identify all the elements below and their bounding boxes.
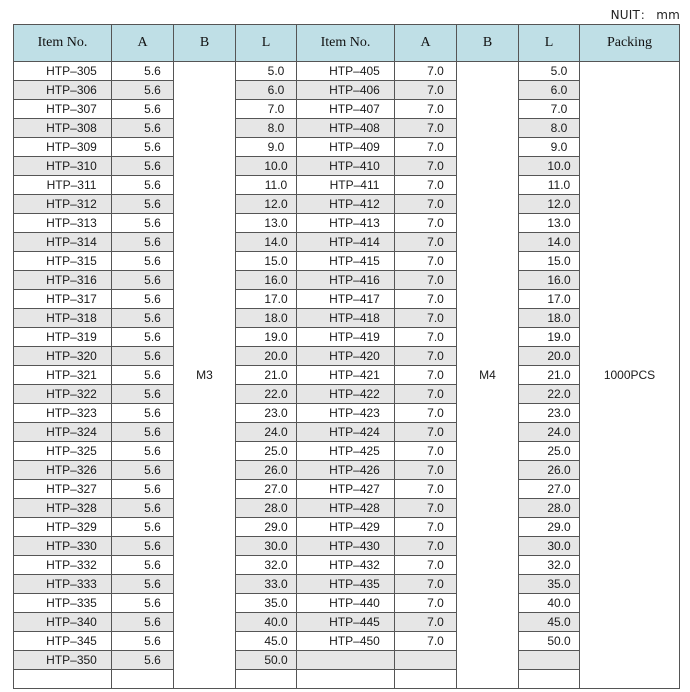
item-no-cell: HTP–350 (14, 651, 112, 670)
a-cell: 5.6 (112, 81, 174, 100)
item-no-cell: HTP–445 (297, 613, 395, 632)
a-cell: 5.6 (112, 651, 174, 670)
item-no-cell: HTP–411 (297, 176, 395, 195)
header-a: A (112, 25, 174, 62)
a-cell: 5.6 (112, 575, 174, 594)
a-cell: 7.0 (395, 119, 457, 138)
a-cell: 5.6 (112, 423, 174, 442)
item-no-cell: HTP–427 (297, 480, 395, 499)
item-no-cell: HTP–335 (14, 594, 112, 613)
l-cell: 9.0 (519, 138, 580, 157)
item-no-cell: HTP–413 (297, 214, 395, 233)
l-cell: 24.0 (519, 423, 580, 442)
l-cell: 14.0 (519, 233, 580, 252)
item-no-cell: HTP–328 (14, 499, 112, 518)
a-cell: 7.0 (395, 290, 457, 309)
item-no-cell: HTP–320 (14, 347, 112, 366)
l-cell: 19.0 (519, 328, 580, 347)
l-cell (519, 651, 580, 670)
item-no-cell: HTP–405 (297, 62, 395, 81)
item-no-cell: HTP–316 (14, 271, 112, 290)
a-cell: 7.0 (395, 328, 457, 347)
item-no-cell: HTP–450 (297, 632, 395, 651)
header-row (14, 25, 680, 62)
packing-cell: 1000PCS (580, 62, 680, 689)
item-no-cell: HTP–414 (297, 233, 395, 252)
item-no-cell: HTP–332 (14, 556, 112, 575)
a-cell: 7.0 (395, 62, 457, 81)
a-cell: 7.0 (395, 594, 457, 613)
item-no-cell: HTP–426 (297, 461, 395, 480)
item-no-cell: HTP–306 (14, 81, 112, 100)
header-packing: Packing (580, 25, 680, 62)
a-cell: 5.6 (112, 537, 174, 556)
a-cell: 5.6 (112, 271, 174, 290)
a-cell: 7.0 (395, 423, 457, 442)
a-cell (395, 670, 457, 689)
item-no-cell: HTP–309 (14, 138, 112, 157)
item-no-cell: HTP–415 (297, 252, 395, 271)
a-cell: 7.0 (395, 575, 457, 594)
l-cell: 9.0 (236, 138, 297, 157)
a-cell (395, 651, 457, 670)
l-cell: 45.0 (519, 613, 580, 632)
a-cell: 5.6 (112, 347, 174, 366)
l-cell: 12.0 (236, 195, 297, 214)
item-no-cell: HTP–428 (297, 499, 395, 518)
item-no-cell: HTP–424 (297, 423, 395, 442)
a-cell: 5.6 (112, 195, 174, 214)
l-cell: 25.0 (236, 442, 297, 461)
a-cell: 5.6 (112, 62, 174, 81)
a-cell: 5.6 (112, 518, 174, 537)
l-cell: 35.0 (519, 575, 580, 594)
item-no-cell: HTP–326 (14, 461, 112, 480)
l-cell: 23.0 (519, 404, 580, 423)
item-no-cell (14, 670, 112, 689)
header-b-2: B (457, 25, 519, 62)
item-no-cell: HTP–312 (14, 195, 112, 214)
item-no-cell: HTP–409 (297, 138, 395, 157)
l-cell: 50.0 (236, 651, 297, 670)
a-cell: 7.0 (395, 157, 457, 176)
l-cell: 50.0 (519, 632, 580, 651)
a-cell: 7.0 (395, 100, 457, 119)
table-row (14, 62, 680, 81)
l-cell: 6.0 (519, 81, 580, 100)
a-cell: 5.6 (112, 461, 174, 480)
l-cell: 20.0 (236, 347, 297, 366)
item-no-cell: HTP–333 (14, 575, 112, 594)
a-cell: 7.0 (395, 195, 457, 214)
a-cell: 7.0 (395, 632, 457, 651)
l-cell: 22.0 (236, 385, 297, 404)
a-cell: 5.6 (112, 556, 174, 575)
item-no-cell: HTP–423 (297, 404, 395, 423)
a-cell: 7.0 (395, 537, 457, 556)
l-cell: 11.0 (236, 176, 297, 195)
l-cell: 15.0 (236, 252, 297, 271)
l-cell: 19.0 (236, 328, 297, 347)
header-a-2: A (395, 25, 457, 62)
a-cell: 7.0 (395, 81, 457, 100)
item-no-cell: HTP–321 (14, 366, 112, 385)
a-cell (112, 670, 174, 689)
a-cell: 7.0 (395, 252, 457, 271)
item-no-cell: HTP–412 (297, 195, 395, 214)
a-cell: 5.6 (112, 480, 174, 499)
l-cell: 35.0 (236, 594, 297, 613)
l-cell: 23.0 (236, 404, 297, 423)
item-no-cell: HTP–407 (297, 100, 395, 119)
item-no-cell: HTP–419 (297, 328, 395, 347)
l-cell: 8.0 (519, 119, 580, 138)
a-cell: 5.6 (112, 290, 174, 309)
l-cell: 8.0 (236, 119, 297, 138)
item-no-cell: HTP–322 (14, 385, 112, 404)
l-cell: 21.0 (519, 366, 580, 385)
l-cell: 40.0 (519, 594, 580, 613)
a-cell: 5.6 (112, 385, 174, 404)
item-no-cell: HTP–422 (297, 385, 395, 404)
l-cell (519, 670, 580, 689)
spec-table (13, 24, 680, 689)
item-no-cell (297, 670, 395, 689)
l-cell (236, 670, 297, 689)
item-no-cell: HTP–329 (14, 518, 112, 537)
l-cell: 27.0 (236, 480, 297, 499)
a-cell: 7.0 (395, 461, 457, 480)
item-no-cell: HTP–425 (297, 442, 395, 461)
item-no-cell: HTP–319 (14, 328, 112, 347)
a-cell: 5.6 (112, 138, 174, 157)
l-cell: 5.0 (236, 62, 297, 81)
l-cell: 17.0 (519, 290, 580, 309)
a-cell: 7.0 (395, 138, 457, 157)
a-cell: 5.6 (112, 176, 174, 195)
l-cell: 16.0 (519, 271, 580, 290)
item-no-cell: HTP–417 (297, 290, 395, 309)
a-cell: 5.6 (112, 613, 174, 632)
item-no-cell: HTP–420 (297, 347, 395, 366)
a-cell: 5.6 (112, 328, 174, 347)
a-cell: 5.6 (112, 594, 174, 613)
a-cell: 5.6 (112, 499, 174, 518)
b-size-m4: M4 (457, 62, 519, 689)
header-b: B (174, 25, 236, 62)
l-cell: 45.0 (236, 632, 297, 651)
a-cell: 5.6 (112, 309, 174, 328)
a-cell: 7.0 (395, 366, 457, 385)
l-cell: 12.0 (519, 195, 580, 214)
unit-label: NUIT： mm (610, 8, 680, 22)
a-cell: 5.6 (112, 366, 174, 385)
l-cell: 11.0 (519, 176, 580, 195)
l-cell: 21.0 (236, 366, 297, 385)
item-no-cell: HTP–406 (297, 81, 395, 100)
a-cell: 5.6 (112, 214, 174, 233)
l-cell: 26.0 (519, 461, 580, 480)
l-cell: 10.0 (236, 157, 297, 176)
a-cell: 5.6 (112, 442, 174, 461)
a-cell: 7.0 (395, 480, 457, 499)
a-cell: 7.0 (395, 518, 457, 537)
a-cell: 5.6 (112, 119, 174, 138)
item-no-cell: HTP–440 (297, 594, 395, 613)
a-cell: 7.0 (395, 556, 457, 575)
l-cell: 7.0 (236, 100, 297, 119)
l-cell: 15.0 (519, 252, 580, 271)
item-no-cell: HTP–345 (14, 632, 112, 651)
l-cell: 28.0 (519, 499, 580, 518)
item-no-cell: HTP–314 (14, 233, 112, 252)
a-cell: 7.0 (395, 214, 457, 233)
header-item-no-2: Item No. (297, 25, 395, 62)
b-size-m3: M3 (174, 62, 236, 689)
a-cell: 7.0 (395, 271, 457, 290)
header-l-2: L (519, 25, 580, 62)
a-cell: 7.0 (395, 404, 457, 423)
item-no-cell: HTP–315 (14, 252, 112, 271)
l-cell: 29.0 (236, 518, 297, 537)
a-cell: 5.6 (112, 252, 174, 271)
item-no-cell: HTP–340 (14, 613, 112, 632)
table-body (14, 62, 680, 689)
item-no-cell: HTP–311 (14, 176, 112, 195)
l-cell: 33.0 (236, 575, 297, 594)
item-no-cell: HTP–317 (14, 290, 112, 309)
a-cell: 7.0 (395, 442, 457, 461)
l-cell: 30.0 (236, 537, 297, 556)
item-no-cell: HTP–430 (297, 537, 395, 556)
item-no-cell: HTP–330 (14, 537, 112, 556)
item-no-cell: HTP–416 (297, 271, 395, 290)
l-cell: 24.0 (236, 423, 297, 442)
item-no-cell: HTP–418 (297, 309, 395, 328)
l-cell: 22.0 (519, 385, 580, 404)
a-cell: 5.6 (112, 100, 174, 119)
a-cell: 7.0 (395, 613, 457, 632)
l-cell: 13.0 (519, 214, 580, 233)
item-no-cell: HTP–435 (297, 575, 395, 594)
l-cell: 25.0 (519, 442, 580, 461)
l-cell: 29.0 (519, 518, 580, 537)
l-cell: 5.0 (519, 62, 580, 81)
l-cell: 27.0 (519, 480, 580, 499)
item-no-cell (297, 651, 395, 670)
l-cell: 28.0 (236, 499, 297, 518)
item-no-cell: HTP–432 (297, 556, 395, 575)
a-cell: 7.0 (395, 347, 457, 366)
l-cell: 13.0 (236, 214, 297, 233)
item-no-cell: HTP–324 (14, 423, 112, 442)
l-cell: 30.0 (519, 537, 580, 556)
a-cell: 7.0 (395, 233, 457, 252)
l-cell: 10.0 (519, 157, 580, 176)
a-cell: 7.0 (395, 176, 457, 195)
item-no-cell: HTP–318 (14, 309, 112, 328)
item-no-cell: HTP–323 (14, 404, 112, 423)
item-no-cell: HTP–325 (14, 442, 112, 461)
l-cell: 32.0 (236, 556, 297, 575)
a-cell: 7.0 (395, 499, 457, 518)
a-cell: 5.6 (112, 632, 174, 651)
a-cell: 5.6 (112, 404, 174, 423)
item-no-cell: HTP–421 (297, 366, 395, 385)
item-no-cell: HTP–305 (14, 62, 112, 81)
item-no-cell: HTP–408 (297, 119, 395, 138)
l-cell: 7.0 (519, 100, 580, 119)
item-no-cell: HTP–308 (14, 119, 112, 138)
item-no-cell: HTP–307 (14, 100, 112, 119)
l-cell: 26.0 (236, 461, 297, 480)
l-cell: 6.0 (236, 81, 297, 100)
l-cell: 16.0 (236, 271, 297, 290)
item-no-cell: HTP–313 (14, 214, 112, 233)
l-cell: 17.0 (236, 290, 297, 309)
l-cell: 14.0 (236, 233, 297, 252)
item-no-cell: HTP–410 (297, 157, 395, 176)
a-cell: 7.0 (395, 385, 457, 404)
l-cell: 20.0 (519, 347, 580, 366)
a-cell: 7.0 (395, 309, 457, 328)
l-cell: 18.0 (519, 309, 580, 328)
a-cell: 5.6 (112, 233, 174, 252)
item-no-cell: HTP–429 (297, 518, 395, 537)
l-cell: 32.0 (519, 556, 580, 575)
header-item-no: Item No. (14, 25, 112, 62)
a-cell: 5.6 (112, 157, 174, 176)
header-l: L (236, 25, 297, 62)
item-no-cell: HTP–310 (14, 157, 112, 176)
l-cell: 18.0 (236, 309, 297, 328)
item-no-cell: HTP–327 (14, 480, 112, 499)
l-cell: 40.0 (236, 613, 297, 632)
